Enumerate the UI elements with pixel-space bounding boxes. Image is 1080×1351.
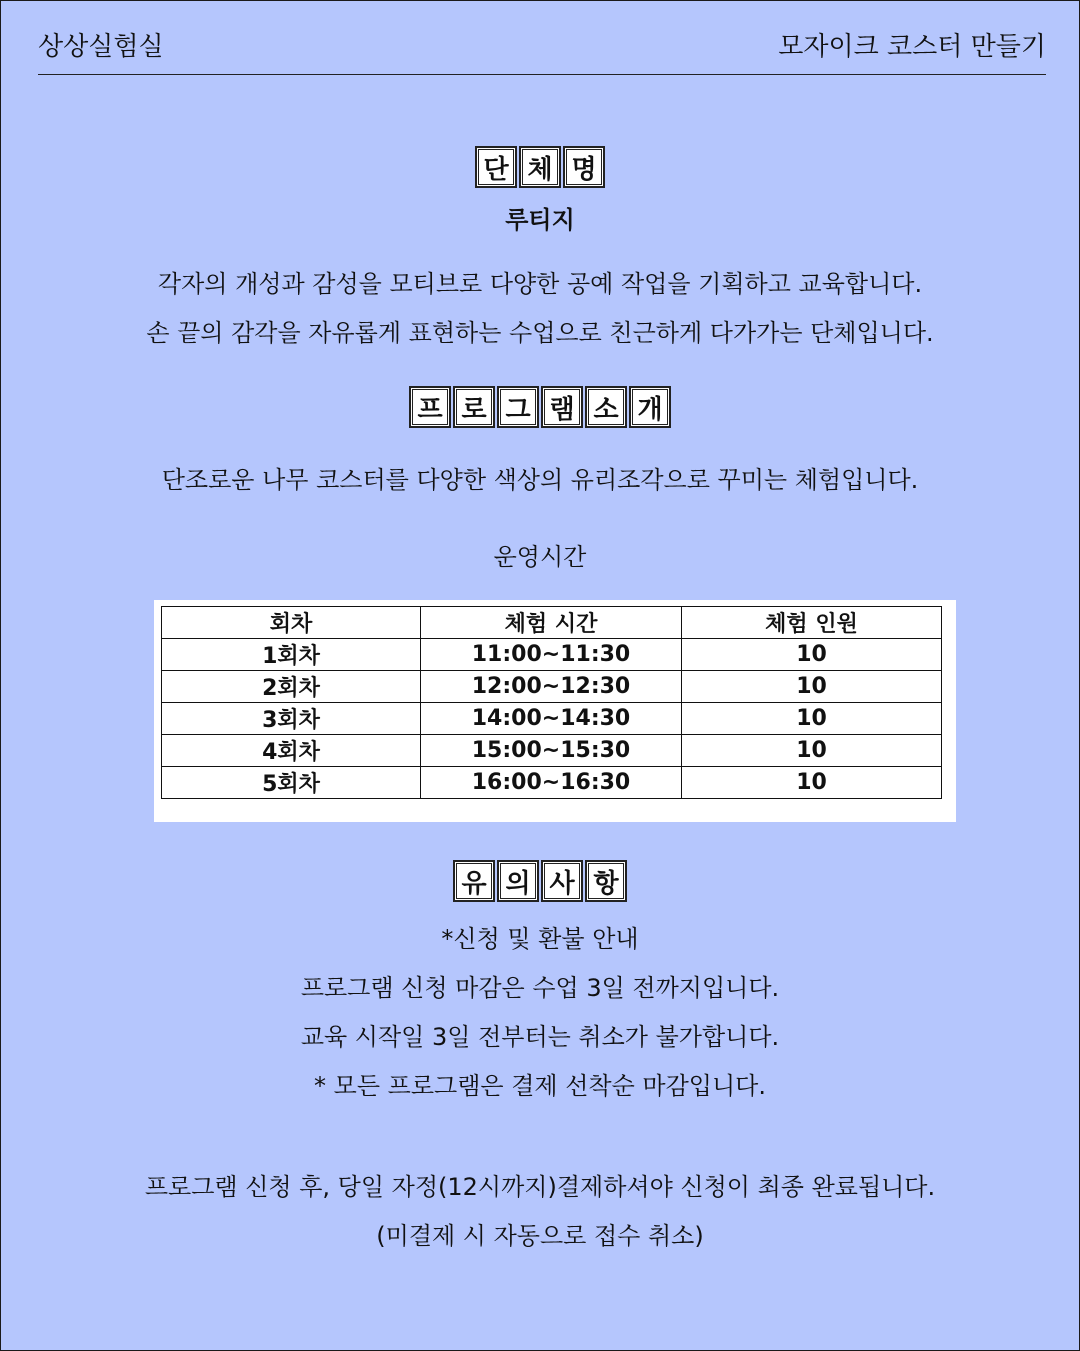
title-char: 유	[456, 863, 492, 899]
org-description-line: 각자의 개성과 감성을 모티브로 다양한 공예 작업을 기획하고 교육합니다.	[157, 270, 923, 298]
session-cell: 1회차	[162, 639, 421, 671]
capacity-cell: 10	[682, 703, 942, 735]
capacity-cell: 10	[682, 735, 942, 767]
title-char: 명	[566, 149, 602, 185]
time-cell: 16:00~16:30	[421, 767, 682, 799]
payment-notice-line: (미결제 시 자동으로 접수 취소)	[376, 1222, 704, 1250]
table-row	[162, 767, 942, 799]
session-cell: 4회차	[162, 735, 421, 767]
capacity-cell: 10	[682, 671, 942, 703]
org-name: 루티지	[505, 206, 575, 234]
column-header: 체험 시간	[421, 607, 682, 639]
time-cell: 12:00~12:30	[421, 671, 682, 703]
title-char: 단	[478, 149, 514, 185]
title-char: 그	[500, 389, 536, 425]
schedule-table-panel	[154, 600, 956, 822]
title-char: 항	[588, 863, 624, 899]
table-row	[162, 639, 942, 671]
header-program-title: 모자이크 코스터 만들기	[778, 32, 1046, 62]
title-char: 소	[588, 389, 624, 425]
notice-section-title	[0, 863, 1080, 899]
table-row	[162, 671, 942, 703]
capacity-cell: 10	[682, 767, 942, 799]
title-char: 체	[522, 149, 558, 185]
time-cell: 15:00~15:30	[421, 735, 682, 767]
payment-notice-line: 프로그램 신청 후, 당일 자정(12시까지)결제하셔야 신청이 최종 완료됩니다.	[144, 1173, 936, 1201]
time-cell: 11:00~11:30	[421, 639, 682, 671]
capacity-cell: 10	[682, 639, 942, 671]
program-section-title	[0, 389, 1080, 425]
schedule-table	[161, 606, 942, 799]
column-header: 회차	[162, 607, 421, 639]
title-char: 프	[412, 389, 448, 425]
title-char: 개	[632, 389, 668, 425]
title-char: 램	[544, 389, 580, 425]
title-char: 사	[544, 863, 580, 899]
session-cell: 3회차	[162, 703, 421, 735]
session-cell: 2회차	[162, 671, 421, 703]
table-row	[162, 703, 942, 735]
table-row	[162, 735, 942, 767]
header	[38, 26, 1046, 75]
title-char: 로	[456, 389, 492, 425]
notice-line: 프로그램 신청 마감은 수업 3일 전까지입니다.	[300, 974, 780, 1002]
org-section-title	[0, 149, 1080, 185]
column-header: 체험 인원	[682, 607, 942, 639]
schedule-label: 운영시간	[493, 543, 587, 571]
header-org-label: 상상실험실	[38, 32, 164, 62]
org-description-line: 손 끝의 감각을 자유롭게 표현하는 수업으로 친근하게 다가가는 단체입니다.	[146, 319, 934, 347]
program-description: 단조로운 나무 코스터를 다양한 색상의 유리조각으로 꾸미는 체험입니다.	[161, 466, 919, 494]
table-header-row	[162, 607, 942, 639]
title-char: 의	[500, 863, 536, 899]
time-cell: 14:00~14:30	[421, 703, 682, 735]
session-cell: 5회차	[162, 767, 421, 799]
notice-line: 교육 시작일 3일 전부터는 취소가 불가합니다.	[300, 1023, 780, 1051]
notice-line: *신청 및 환불 안내	[441, 925, 639, 953]
notice-line: * 모든 프로그램은 결제 선착순 마감입니다.	[314, 1072, 766, 1100]
